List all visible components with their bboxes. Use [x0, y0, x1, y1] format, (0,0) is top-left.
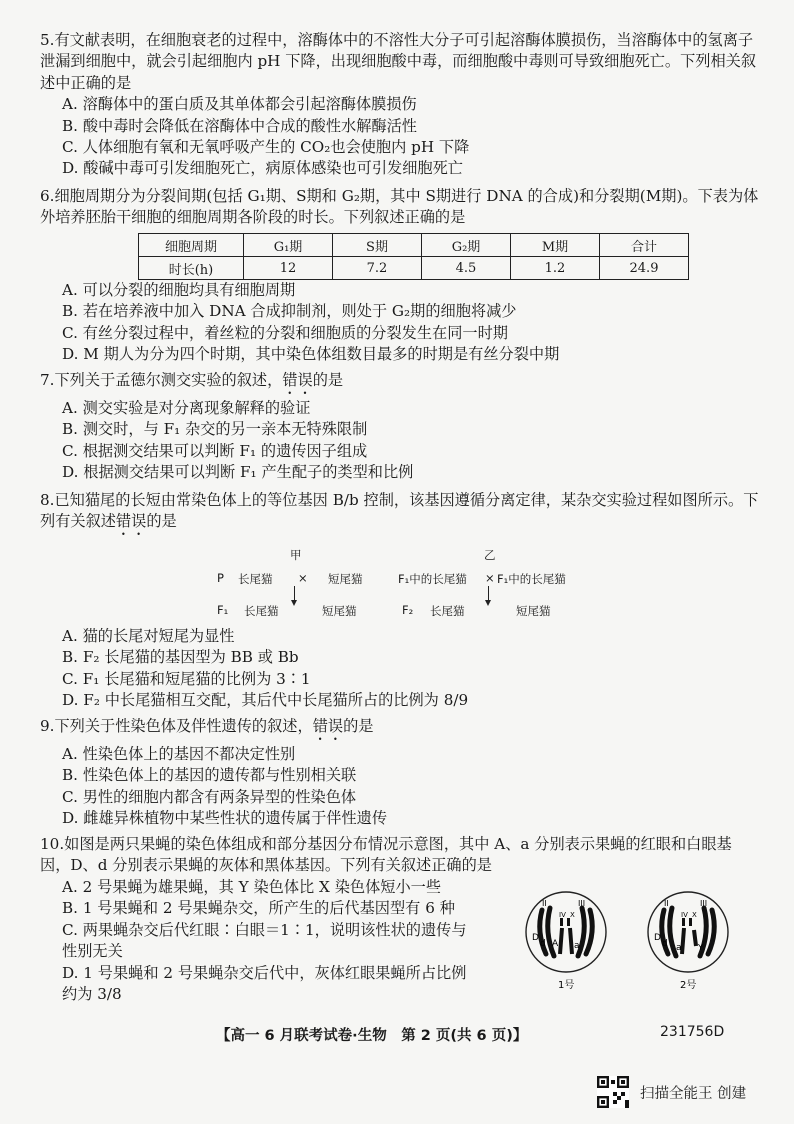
fruit-fly-chromosome-figure: [518, 888, 758, 1000]
question-10-option-b: B. 1 号果蝇和 2 号果蝇杂交，所产生的后代基因型有 6 种: [62, 899, 455, 918]
question-6-option-c: C. 有丝分裂过程中，着丝粒的分裂和细胞质的分裂发生在同一时期: [62, 323, 508, 342]
question-5-option-b: B. 酸中毒时会降低在溶酶体中合成的酸性水解酶活性: [62, 116, 417, 135]
table-cell: 1.2: [511, 257, 600, 280]
question-8-option-b: B. F₂ 长尾猫的基因型为 BB 或 Bb: [62, 648, 299, 667]
question-10-option-a: A. 2 号果蝇为雄果蝇，其 Y 染色体比 X 染色体短小一些: [62, 878, 442, 896]
stem-text: 的是: [312, 371, 344, 389]
question-5-option-d: D. 酸碱中毒可引发细胞死亡，病原体感染也可引发细胞死亡: [62, 159, 463, 178]
cross-2-left-parent: F₁中的长尾猫: [398, 572, 467, 586]
table-cell: 12: [244, 257, 333, 280]
question-6-options: [40, 280, 760, 366]
cross-1-f: F₁: [217, 603, 229, 617]
question-5-option-a: A. 溶酶体中的蛋白质及其单体都会引起溶酶体膜损伤: [62, 95, 417, 114]
scanner-watermark: 扫描全能王 创建: [640, 1086, 747, 1102]
table-cell: 4.5: [422, 257, 511, 280]
cross-2-right-parent: F₁中的长尾猫: [497, 572, 566, 586]
fly-2-mark-y: Y: [698, 943, 703, 952]
cell-cycle-table: [138, 233, 689, 280]
fly-2-mark-d-lower: d: [662, 939, 668, 949]
chromosome-shape: [567, 918, 570, 926]
fly-2-mark-iv: IV: [681, 911, 688, 919]
cross-1-times: ×: [298, 571, 308, 585]
fly-2-label: 2号: [680, 980, 697, 991]
cross-1-right-parent: 短尾猫: [328, 572, 363, 586]
question-10-stem: 10.如图是两只果蝇的染色体组成和部分基因分布情况示意图，其中 A、a 分别表示果蝇的红眼和白眼基因，D、d 分别表示果蝇的灰体和黑体基因。下列有关叙述正确的是: [40, 835, 732, 875]
table-cell: 细胞周期: [139, 234, 244, 257]
cross-2-offspring-left: 长尾猫: [430, 604, 465, 618]
question-6-option-d: D. M 期人为分为四个时期，其中染色体组数目最多的时期是有丝分裂中期: [62, 345, 560, 364]
stem-text: 8.已知猫尾的长短由常染色体上的等位基因 B/b 控制，该基因遵循分离定律，某杂交实验过程如图所示。下列有关叙述: [40, 491, 759, 531]
chromosome-shape: [682, 928, 684, 954]
cross-1-offspring-right: 短尾猫: [322, 604, 357, 618]
table-cell: 7.2: [333, 257, 422, 280]
question-8-stem: [40, 490, 760, 539]
fly-2-mark-d-upper: D: [654, 933, 661, 943]
fly-2-cell: [648, 892, 728, 991]
cross-2-arrowhead: [485, 600, 491, 606]
question-7-stem: [40, 370, 760, 398]
question-10-option-c: C. 两果蝇杂交后代红眼∶白眼＝1∶1，说明该性状的遗传与性别无关: [62, 920, 467, 961]
chromosome-shape: [560, 918, 563, 926]
stem-text: 7.下列关于孟德尔测交实验的叙述，: [40, 371, 283, 389]
question-6-stem: 6.细胞周期分为分裂间期(包括 G₁期、S期和 G₂期，其中 S期进行 DNA 的合成)和分裂期(M期)。下表为体外培养胚胎干细胞的细胞周期各阶段的时长。下列叙述正确的是: [40, 187, 759, 227]
question-8-option-c: C. F₁ 长尾猫和短尾猫的比例为 3∶1: [62, 669, 311, 688]
fly-1-mark-iv: IV: [559, 911, 566, 919]
cross-1-p: P: [217, 571, 224, 585]
cross-1-left-parent: 长尾猫: [238, 572, 273, 586]
cross-1-arrow: [294, 586, 295, 600]
question-7-option-a: A. 测交实验是对分离现象解释的验证: [62, 399, 311, 417]
question-5-option-c: C. 人体细胞有氧和无氧呼吸产生的 CO₂也会使胞内 pH 下降: [62, 138, 470, 157]
fly-1-mark-iii: III: [578, 899, 586, 908]
chromosome-shape: [708, 910, 714, 954]
question-10: [40, 834, 760, 877]
stem-emphasis: 错误: [115, 512, 147, 531]
table-cell: 24.9: [600, 257, 689, 280]
fly-1-mark-a-upper: A: [552, 939, 559, 949]
question-9-option-d: D. 雌雄异株植物中某些性状的遗传属于伴性遗传: [62, 809, 388, 828]
question-8-option-d: D. F₂ 中长尾猫相互交配，其后代中长尾猫所占的比例为 8/9: [62, 691, 469, 710]
fly-1-mark-a-lower: a: [574, 941, 580, 951]
fly-1-label: 1号: [558, 980, 575, 991]
table-cell: G₂期: [422, 234, 511, 257]
stem-text: 的是: [343, 717, 374, 735]
cross-1-label: 甲: [290, 548, 302, 562]
fly-1-cell: [526, 892, 606, 991]
question-5-stem: 5.有文献表明，在细胞衰老的过程中，溶酶体中的不溶性大分子可引起溶酶体膜损伤，当溶酶体中的氢离子泄漏到细胞中，就会引起细胞内 pH 下降，出现细胞酸中毒，而细胞酸中毒则可导致细胞死亡。下列相关叙述中正确的是: [40, 31, 757, 92]
cross-2-offspring-right: 短尾猫: [516, 604, 551, 618]
cross-2-f: F₂: [402, 603, 414, 617]
qr-code-icon: [597, 1076, 629, 1108]
cross-1-offspring-left: 长尾猫: [244, 604, 279, 618]
question-9-option-c: C. 男性的细胞内都含有两条异型的性染色体: [62, 787, 357, 806]
table-row: [139, 257, 689, 280]
table-cell: S期: [333, 234, 422, 257]
question-7: [40, 370, 760, 484]
question-8-options: [40, 626, 760, 712]
cross-2-arrow: [488, 586, 489, 600]
chromosome-shape: [560, 928, 562, 954]
question-6-option-a: A. 可以分裂的细胞均具有细胞周期: [62, 281, 296, 299]
fly-2-mark-iii: III: [700, 899, 708, 908]
cross-2-label: 乙: [484, 548, 496, 562]
chromosome-shape: [694, 930, 696, 946]
question-10-option-d: D. 1 号果蝇和 2 号果蝇杂交后代中，灰体红眼果蝇所占比例约为 3/8: [62, 963, 467, 1004]
stem-emphasis: 错误: [312, 717, 344, 735]
fly-1-mark-ii: II: [542, 899, 547, 908]
cross-2-times: ×: [485, 571, 495, 585]
stem-emphasis: 错误: [282, 371, 313, 389]
cross-1-arrowhead: [291, 600, 297, 606]
question-8-option-a: A. 猫的长尾对短尾为显性: [62, 627, 235, 645]
question-6: [40, 186, 760, 229]
question-9-stem: [40, 716, 760, 744]
stem-text: 9.下列关于性染色体及伴性遗传的叙述，: [40, 717, 313, 735]
fly-1-mark-d-upper: D: [532, 933, 539, 943]
question-7-option-c: C. 根据测交结果可以判断 F₁ 的遗传因子组成: [62, 441, 368, 460]
stem-text: 的是: [146, 512, 177, 531]
table-cell: 时长(h): [139, 257, 244, 280]
question-9-option-b: B. 性染色体上的基因的遗传都与性别相关联: [62, 766, 357, 785]
fly-1-mark-d-lower: d: [540, 939, 546, 949]
chromosome-shape: [682, 918, 685, 926]
paper-code: 231756D: [660, 1024, 725, 1040]
fly-2-mark-ii: II: [664, 899, 669, 908]
question-8: [40, 490, 760, 539]
chromosome-shape: [570, 928, 572, 954]
fly-1-mark-x: X: [570, 911, 575, 919]
question-5: [40, 30, 760, 180]
chromosome-shape: [689, 918, 692, 926]
question-7-option-d: D. 根据测交结果可以判断 F₁ 产生配子的类型和比例: [62, 463, 414, 482]
table-cell: 合计: [600, 234, 689, 257]
table-cell: G₁期: [244, 234, 333, 257]
question-6-option-b: B. 若在培养液中加入 DNA 合成抑制剂，则处于 G₂期的细胞将减少: [62, 302, 517, 321]
question-9: [40, 716, 760, 830]
table-header-row: [139, 234, 689, 257]
table-cell: M期: [511, 234, 600, 257]
fly-2-mark-a: a: [676, 943, 682, 953]
fly-2-mark-x: X: [692, 911, 697, 919]
question-9-option-a: A. 性染色体上的基因不都决定性别: [62, 745, 296, 763]
chromosome-shape: [586, 910, 592, 954]
page-footer-title: 【高一 6 月联考试卷·生物 第 2 页(共 6 页)】: [216, 1028, 528, 1044]
question-10-options: [40, 877, 480, 1005]
question-7-option-b: B. 测交时，与 F₁ 杂交的另一亲本无特殊限制: [62, 420, 368, 439]
